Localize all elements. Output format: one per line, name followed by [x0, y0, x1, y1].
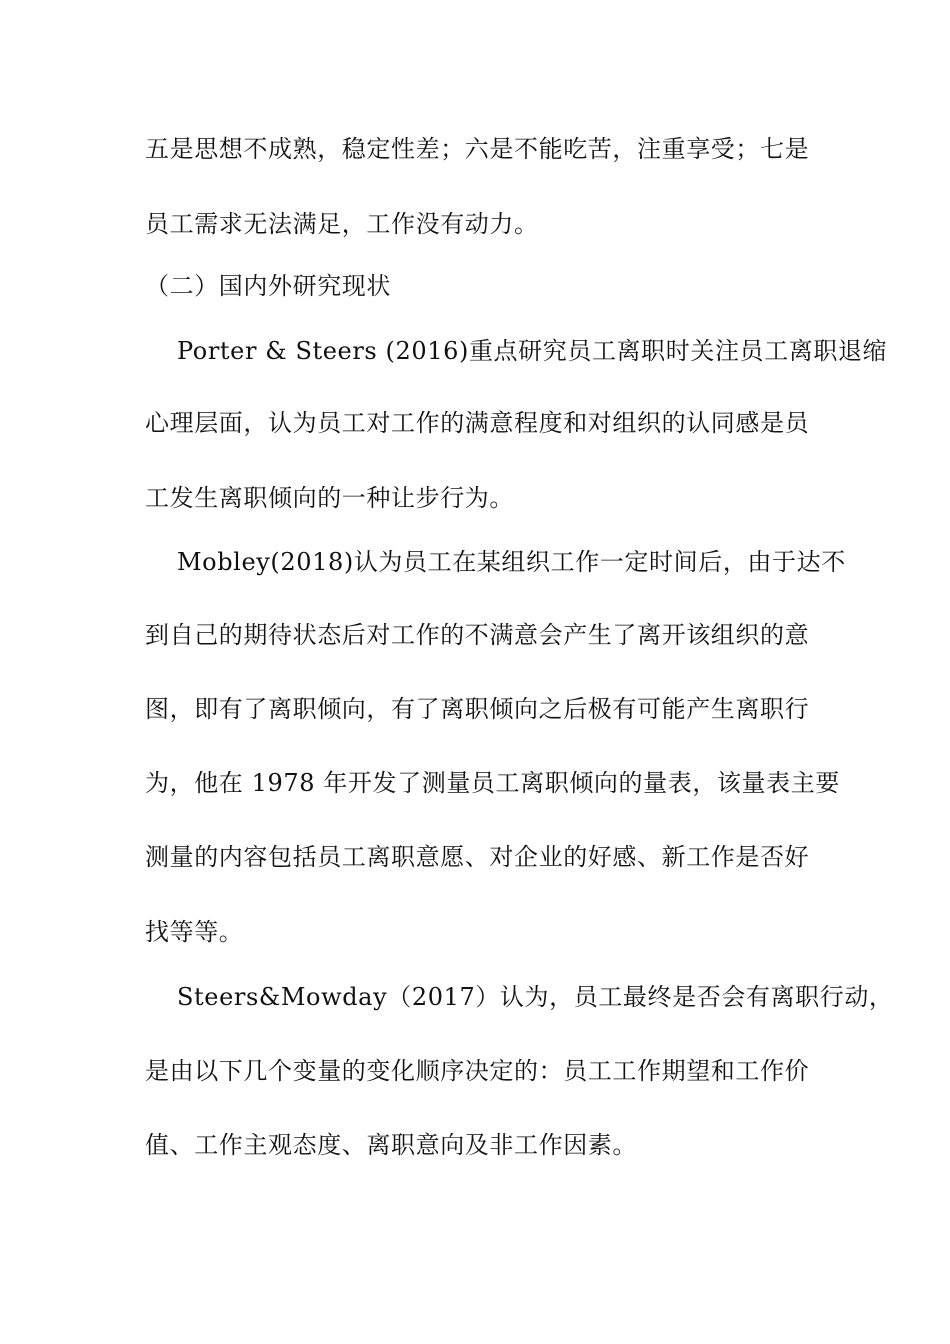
paragraph-line: 图，即有了离职倾向，有了离职倾向之后极有可能产生离职行 [145, 695, 810, 723]
paragraph-line: 值、工作主观态度、离职意向及非工作因素。 [145, 1131, 637, 1159]
paragraph-line: 为，他在 1978 年开发了测量员工离职倾向的量表，该量表主要 [145, 769, 840, 797]
paragraph-line: 测量的内容包括员工离职意愿、对企业的好感、新工作是否好 [145, 843, 810, 871]
paragraph-line: 找等等。 [145, 918, 244, 946]
paragraph-line: Mobley(2018)认为员工在某组织工作一定时间后，由于达不 [177, 548, 846, 576]
paragraph-line: 到自己的期待状态后对工作的不满意会产生了离开该组织的意 [145, 621, 810, 649]
paragraph-line: Porter & Steers (2016)重点研究员工离职时关注员工离职退缩 [177, 337, 888, 365]
paragraph-line: 工发生离职倾向的一种让步行为。 [145, 484, 514, 512]
paragraph-line: 员工需求无法满足，工作没有动力。 [145, 210, 539, 238]
section-heading: （二）国内外研究现状 [145, 272, 391, 300]
paragraph-line: Steers&Mowday（2017）认为，员工最终是否会有离职行动， [177, 983, 894, 1011]
paragraph-line: 是由以下几个变量的变化顺序决定的：员工工作期望和工作价 [145, 1057, 810, 1085]
paragraph-line: 心理层面，认为员工对工作的满意程度和对组织的认同感是员 [145, 409, 810, 437]
paragraph-line: 五是思想不成熟，稳定性差；六是不能吃苦，注重享受；七是 [145, 135, 810, 163]
